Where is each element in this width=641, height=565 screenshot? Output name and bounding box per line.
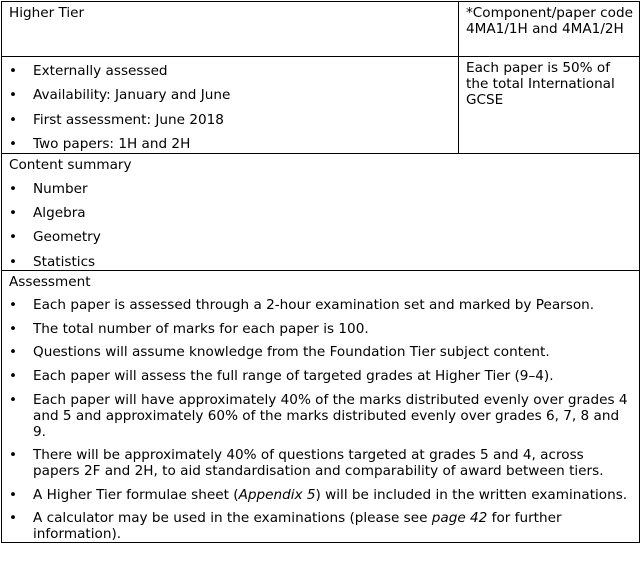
bullet-icon: • <box>9 253 18 270</box>
content-summary-item-text: Algebra <box>33 205 86 222</box>
bullet-icon: • <box>9 320 18 337</box>
bullet-icon: • <box>9 205 18 222</box>
bullet-icon: • <box>9 87 18 104</box>
bullet-icon: • <box>9 344 18 361</box>
assessment-item-reference: Appendix 5 <box>238 486 316 503</box>
content-summary-item-text: Number <box>33 181 88 198</box>
content-summary-item <box>9 205 633 221</box>
bullet-icon: • <box>9 297 18 314</box>
assessment-item-reference: page 42 <box>431 510 488 527</box>
overview-cell <box>2 57 459 154</box>
assessment-cell <box>2 270 640 543</box>
component-code: *Component/paper code 4MA1/1H and 4MA1/2H <box>466 5 633 37</box>
content-summary-item-text: Geometry <box>33 229 101 246</box>
bullet-icon: • <box>9 391 18 408</box>
assessment-item <box>9 368 633 384</box>
assessment-item <box>9 392 633 440</box>
content-summary-item <box>9 254 633 270</box>
bullet-icon: • <box>9 368 18 385</box>
content-summary-item-text: Statistics <box>33 253 96 270</box>
assessment-title: Assessment <box>9 273 91 290</box>
content-summary-title: Content summary <box>9 156 132 173</box>
overview-item-text: Availability: January and June <box>33 87 231 104</box>
overview-list <box>9 63 452 152</box>
overview-item <box>9 87 452 103</box>
overview-item-text: Two papers: 1H and 2H <box>33 135 191 152</box>
bullet-icon: • <box>9 486 18 503</box>
overview-item <box>9 136 452 152</box>
assessment-item-text: for further information). <box>33 510 562 543</box>
tier-title: Higher Tier <box>9 5 85 21</box>
bullet-icon: • <box>9 63 18 79</box>
tier-cell <box>2 2 459 57</box>
assessment-item-text: A calculator may be used in the examinations (please see <box>33 510 432 527</box>
specification-table <box>1 1 640 543</box>
component-code-cell <box>459 2 640 57</box>
assessment-item <box>9 321 633 337</box>
overview-row <box>2 57 640 154</box>
assessment-item-text: There will be approximately 40% of questions targeted at grades 5 and 4, across papers 2F and 2H, to aid standardisation and comparability of award between tiers. <box>33 447 604 480</box>
assessment-item <box>9 447 633 479</box>
content-summary-row <box>2 153 640 270</box>
assessment-item <box>9 487 633 503</box>
assessment-item <box>9 510 633 542</box>
assessment-item <box>9 344 633 360</box>
weighting-cell <box>459 57 640 154</box>
content-summary-item <box>9 229 633 245</box>
assessment-item <box>9 297 633 313</box>
overview-item-text: First assessment: June 2018 <box>33 111 224 128</box>
content-summary-list <box>9 181 633 270</box>
bullet-icon: • <box>9 447 18 464</box>
assessment-item-text: ) will be included in the written examinations. <box>315 486 628 503</box>
assessment-item-text: Each paper will assess the full range of targeted grades at Higher Tier (9–4). <box>33 368 554 385</box>
assessment-item-text: Questions will assume knowledge from the Foundation Tier subject content. <box>33 344 550 361</box>
bullet-icon: • <box>9 229 18 246</box>
assessment-item-text: A Higher Tier formulae sheet ( <box>33 486 239 503</box>
assessment-item-text: The total number of marks for each paper is 100. <box>33 320 369 337</box>
assessment-list <box>9 297 633 542</box>
assessment-row <box>2 270 640 543</box>
overview-item <box>9 63 452 79</box>
overview-item <box>9 112 452 128</box>
bullet-icon: • <box>9 510 18 527</box>
bullet-icon: • <box>9 181 18 198</box>
content-summary-cell <box>2 153 640 270</box>
bullet-icon: • <box>9 111 18 128</box>
assessment-item-text: Each paper is assessed through a 2-hour examination set and marked by Pearson. <box>33 297 595 314</box>
header-row <box>2 2 640 57</box>
assessment-item-text: Each paper will have approximately 40% of the marks distributed evenly over grades 4 and 5 and approximately 60% of the marks distributed evenly over grades 6, 7, 8 and 9. <box>33 391 628 440</box>
overview-item-text: Externally assessed <box>33 63 168 79</box>
content-summary-item <box>9 181 633 197</box>
bullet-icon: • <box>9 135 18 152</box>
weighting-text: Each paper is 50% of the total International GCSE <box>466 60 615 108</box>
